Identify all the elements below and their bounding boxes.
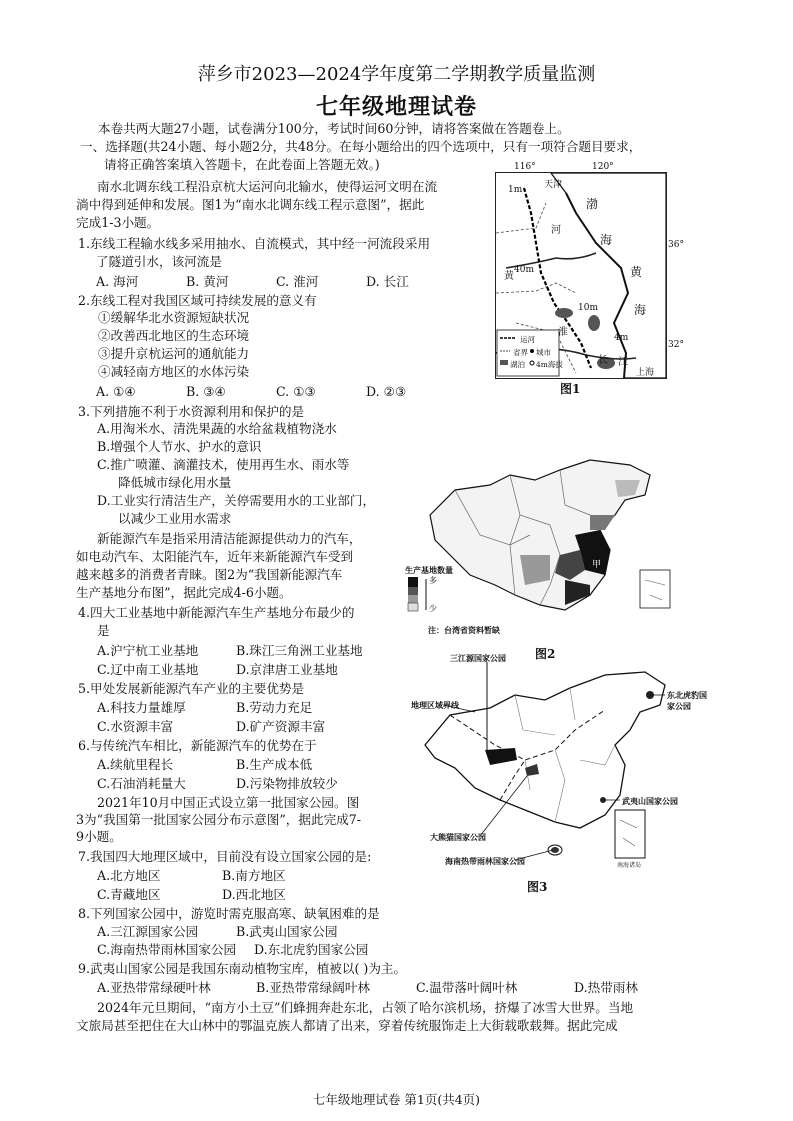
fig3-label-dongbeihubao: 东北虎豹国家公园 xyxy=(667,690,707,711)
q7-option-c: C.青藏地区 xyxy=(97,887,161,902)
fig1-map xyxy=(495,172,667,379)
fig2-map xyxy=(400,455,695,640)
fig1-label-bo: 渤 xyxy=(586,197,599,211)
page-footer: 七年级地理试卷 第1页(共4页) xyxy=(312,1092,481,1107)
q2-option-d: D. ②③ xyxy=(366,384,407,399)
fig1-label-huai: 淮 xyxy=(558,327,568,338)
fig3-label-panda: 大熊猫国家公园 xyxy=(430,832,486,842)
q9-option-d: D.热带雨林 xyxy=(574,980,639,995)
q2-statement: ③提升京杭运河的通航能力 xyxy=(98,346,250,361)
q5-option-b: B.劳动力充足 xyxy=(236,700,313,715)
passage2-line: 生产基地分布图”，据此完成4-6小题。 xyxy=(76,585,292,600)
q3-option-a: A.用淘米水、清洗果蔬的水给盆栽植物浇水 xyxy=(97,421,337,436)
q4-stem: 是 xyxy=(97,623,110,638)
q3-stem: 3.下列措施不利于水资源利用和保护的是 xyxy=(78,404,305,419)
fig3-label-hainan: 海南热带雨林国家公园 xyxy=(445,856,525,866)
passage3-line: 3为“我国第一批国家公园分布示意图”，据此完成7- xyxy=(76,812,362,827)
q7-stem: 7.我国四大地理区域中，目前没有设立国家公园的是: xyxy=(78,849,372,864)
q1-stem: 了隧道引水，该河流是 xyxy=(96,254,222,269)
fig1-label-hai2: 海 xyxy=(634,303,647,317)
fig1-lon-label: 120° xyxy=(592,162,614,172)
intro-text: 本卷共两大题27小题，试卷满分100分，考试时间60分钟，请将答案做在答题卷上。 xyxy=(98,121,570,136)
fig1-caption: 图1 xyxy=(560,382,581,396)
fig1-label-elevation: 10m xyxy=(578,303,598,313)
q7-option-b: B.南方地区 xyxy=(222,868,286,883)
fig3-label-sanjiangyuan: 三江源国家公园 xyxy=(450,653,506,663)
fig3-label-wuyishan: 武夷山国家公园 xyxy=(622,796,678,806)
fig1-label-huang: 黄 xyxy=(504,271,514,282)
q1-option-b: B. 黄河 xyxy=(186,274,229,289)
q3-option-c: C.推广喷灌、滴灌技术，使用再生水、雨水等 xyxy=(97,457,350,472)
q4-stem: 4.四大工业基地中新能源汽车生产基地分布最少的 xyxy=(78,605,355,620)
q2-statement: ①缓解华北水资源短缺状况 xyxy=(98,310,250,325)
fig1-legend-border: 省界 xyxy=(513,348,528,357)
q9-option-b: B.亚热带常绿阔叶林 xyxy=(256,980,371,995)
fig1-label-elevation: 4m xyxy=(614,333,629,343)
q8-option-c: C.海南热带雨林国家公园 xyxy=(97,942,237,957)
passage1-line: 淌中得到延伸和发展。图1为“南水北调东线工程示意图”，据此 xyxy=(76,197,425,212)
q6-option-a: A.续航里程长 xyxy=(97,757,174,772)
fig3-label-boundary: 地理区域界线 xyxy=(411,700,459,710)
fig1-label-elevation: 40m xyxy=(514,265,534,275)
fig3-inset-label: 南海诸岛 xyxy=(617,862,642,869)
fig1-lat-label: 36° xyxy=(668,240,684,250)
q7-option-a: A.北方地区 xyxy=(97,868,161,883)
q5-option-d: D.矿产资源丰富 xyxy=(236,719,326,734)
passage3-line: 9小题。 xyxy=(76,829,122,844)
q2-statement: ④减轻南方地区的水体污染 xyxy=(98,364,250,379)
q2-option-a: A. ①④ xyxy=(96,384,136,399)
fig2-map-graphic xyxy=(400,455,695,640)
fig1-legend-elev: 4m海拔 xyxy=(536,360,563,369)
fig1-label-hai: 海 xyxy=(600,233,613,247)
q9-option-a: A.亚热带常绿硬叶林 xyxy=(97,980,211,995)
passage4-line: 2024年元旦期间，“南方小土豆”们蜂拥奔赴东北，占领了哈尔滨机场，挤爆了冰雪大世界。当地 xyxy=(97,1000,634,1015)
fig1-label-chang: 长 xyxy=(598,355,608,366)
fig2-legend-few: 少 xyxy=(429,604,437,613)
fig2-legend-title: 生产基地数量 xyxy=(405,565,453,575)
q4-option-d: D.京津唐工业基地 xyxy=(236,662,338,677)
q3-option-b: B.增强个人节水、护水的意识 xyxy=(97,439,262,454)
q1-option-c: C. 淮河 xyxy=(276,274,319,289)
q8-stem: 8.下列国家公园中，游览时需克服高寒、缺氧困难的是 xyxy=(78,906,380,921)
q6-option-b: B.生产成本低 xyxy=(236,757,313,772)
q5-option-c: C.水资源丰富 xyxy=(97,719,174,734)
q4-option-c: C.辽中南工业基地 xyxy=(97,662,199,677)
q7-option-d: D.西北地区 xyxy=(222,887,287,902)
q2-option-c: C. ①③ xyxy=(276,384,316,399)
q2-option-b: B. ③④ xyxy=(186,384,226,399)
exam-header-title: 萍乡市2023—2024学年度第二学期教学质量监测 xyxy=(197,64,596,85)
fig1-label-he: 河 xyxy=(551,225,561,236)
q9-stem: 9.武夷山国家公园是我国东南动植物宝库，植被以( )为主。 xyxy=(78,961,407,976)
fig3-caption: 图3 xyxy=(527,880,548,894)
q4-option-b: B.珠江三角洲工业基地 xyxy=(236,643,363,658)
passage1-line: 南水北调东线工程沿京杭大运河向北输水，使得运河文明在流 xyxy=(97,179,438,194)
passage2-line: 如电动汽车、太阳能汽车，近年来新能源汽车受到 xyxy=(76,549,354,564)
fig1-lat-label: 32° xyxy=(668,340,684,350)
q9-option-c: C.温带落叶阔叶林 xyxy=(416,980,518,995)
fig1-label-elevation: 1m xyxy=(508,185,523,195)
passage2-line: 越来越多的消费者青睐。图2为“我国新能源汽车 xyxy=(76,567,343,582)
exam-subtitle: 七年级地理试卷 xyxy=(315,94,477,120)
q6-option-c: C.石油消耗量大 xyxy=(97,776,186,791)
fig1-legend-lake: 湖泊 xyxy=(510,360,525,369)
fig1-label-tianjin: 天津 xyxy=(544,180,563,190)
fig2-legend-many: 多 xyxy=(429,576,437,585)
q4-option-a: A.沪宁杭工业基地 xyxy=(97,643,199,658)
passage1-line: 完成1-3小题。 xyxy=(76,215,160,230)
q3-option-c-cont: 降低城市绿化用水量 xyxy=(118,475,232,490)
section1-heading: 一、选择题(共24小题、每小题2分，共48分。在每小题给出的四个选项中，只有一项符合题目要求， xyxy=(80,139,642,154)
passage4-line: 文旅局甚至把住在大山林中的鄂温克族人都请了出来，穿着传统服饰走上大街载歌载舞。据此完成 xyxy=(76,1018,618,1033)
passage2-line: 新能源汽车是指采用清洁能源提供动力的汽车， xyxy=(97,531,362,546)
fig1-label-shanghai: 上海 xyxy=(636,368,655,378)
fig1-label-huang-sea: 黄 xyxy=(630,265,643,279)
section1-instruction: 请将正确答案填入答题卡，在此卷面上答题无效。) xyxy=(104,157,380,172)
q3-option-d-cont: 以减少工业用水需求 xyxy=(118,511,232,526)
q5-option-a: A.科技力量雄厚 xyxy=(97,700,186,715)
q8-option-b: B.武夷山国家公园 xyxy=(236,924,338,939)
fig1-label-jiang: 江 xyxy=(618,357,628,368)
q2-stem: 2.东线工程对我国区域可持续发展的意义有 xyxy=(78,293,317,308)
fig1-lon-label: 116° xyxy=(514,162,536,172)
q6-stem: 6.与传统汽车相比，新能源汽车的优势在于 xyxy=(78,738,317,753)
q6-option-d: D.污染物排放较少 xyxy=(236,776,338,791)
fig2-label-jia: 甲 xyxy=(592,560,602,570)
q2-statement: ②改善西北地区的生态环境 xyxy=(98,328,250,343)
q1-stem: 1.东线工程输水线多采用抽水、自流模式，其中经一河流段采用 xyxy=(78,236,431,251)
q1-option-d: D. 长江 xyxy=(366,274,409,289)
q8-option-d: D.东北虎豹国家公园 xyxy=(254,942,369,957)
q8-option-a: A.三江源国家公园 xyxy=(97,924,199,939)
q5-stem: 5.甲处发展新能源汽车产业的主要优势是 xyxy=(78,681,305,696)
q1-option-a: A. 海河 xyxy=(96,274,139,289)
fig2-note: 注：台湾省资料暂缺 xyxy=(428,625,500,635)
passage3-line: 2021年10月中国正式设立第一批国家公园。图 xyxy=(97,795,360,810)
fig1-legend-canal: 运河 xyxy=(520,335,535,344)
fig1-legend-city: 城市 xyxy=(536,348,551,357)
fig2-caption: 图2 xyxy=(535,647,556,661)
fig3-map xyxy=(405,650,705,875)
q3-option-d: D.工业实行清洁生产，关停需要用水的工业部门， xyxy=(97,493,376,508)
